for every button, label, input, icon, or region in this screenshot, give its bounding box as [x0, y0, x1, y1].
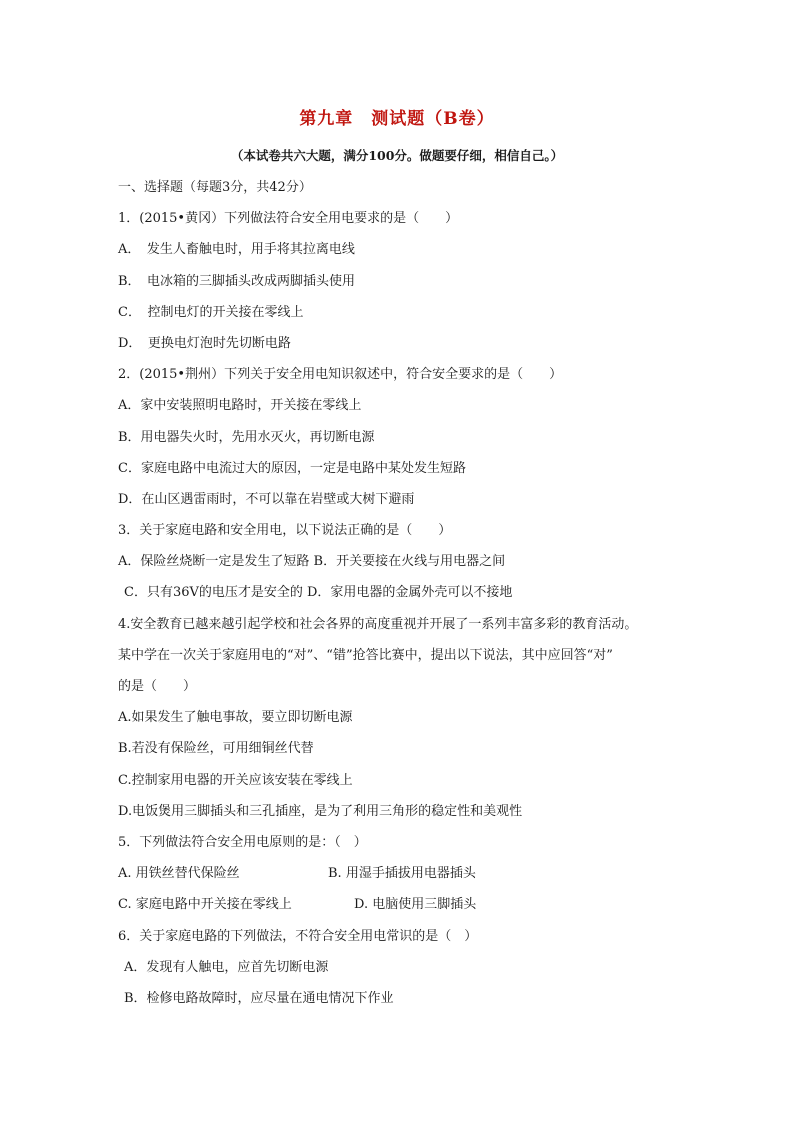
question-5-option-b: B. 用湿手插拔用电器插头 — [328, 866, 476, 882]
question-5-option-c: C. 家庭电路中开关接在零线上 — [118, 897, 292, 913]
question-2-option-c: C．家庭电路中电流过大的原因，一定是电路中某处发生短路 — [118, 460, 466, 476]
question-2-option-d: D．在山区遇雷雨时，不可以靠在岩壁或大树下避雨 — [118, 491, 415, 507]
question-2-option-a: A．家中安装照明电路时，开关接在零线上 — [118, 398, 362, 414]
question-3-stem: 3．关于家庭电路和安全用电，以下说法正确的是（ ） — [118, 523, 452, 539]
question-4-stem-line-3: 的是（ ） — [118, 679, 197, 694]
question-4-option-b: B.若没有保险丝，可用细铜丝代替 — [118, 741, 314, 757]
document-title: 第九章 测试题（B卷） — [299, 109, 495, 129]
document-subtitle: （本试卷共六大题，满分100分。做题要仔细，相信自己。） — [230, 148, 564, 163]
question-5-stem: 5．下列做法符合安全用电原则的是：（ ） — [118, 834, 367, 850]
question-4-stem-line-1: 4.安全教育已越来越引起学校和社会各界的高度重视并开展了一系列丰富多彩的教育活动。 — [118, 616, 638, 632]
question-6-stem: 6．关于家庭电路的下列做法，不符合安全用电常识的是（ ） — [118, 928, 478, 944]
question-body — [118, 172, 688, 1014]
question-5-option-d: D. 电脑使用三脚插头 — [354, 897, 477, 913]
question-4-option-a: A.如果发生了触电事故，要立即切断电源 — [118, 710, 353, 726]
question-3-options-ab: A．保险丝烧断一定是发生了短路 B．开关要接在火线与用电器之间 — [118, 554, 506, 570]
question-4-stem-line-2: 某中学在一次关于家庭用电的“对”、“错”抢答比赛中，提出以下说法，其中应回答“对” — [118, 647, 613, 663]
question-4-option-c: C.控制家用电器的开关应该安装在零线上 — [118, 772, 353, 788]
question-1-option-c: C． 控制电灯的开关接在零线上 — [118, 304, 304, 320]
question-6-option-b: B．检修电路故障时，应尽量在通电情况下作业 — [124, 990, 394, 1006]
question-4-option-d: D.电饭煲用三脚插头和三孔插座，是为了利用三角形的稳定性和美观性 — [118, 803, 523, 819]
question-5-options-ab — [118, 858, 688, 889]
question-1-option-a: A． 发生人畜触电时，用手将其拉离电线 — [118, 242, 355, 258]
question-1-stem: 1．(2015•黄冈）下列做法符合安全用电要求的是（ ） — [118, 211, 459, 227]
question-2-stem: 2．(2015•荆州）下列关于安全用电知识叙述中，符合安全要求的是（ ） — [118, 367, 563, 383]
section-heading: 一、选择题（每题3分，共42分） — [118, 180, 312, 195]
question-2-option-b: B．用电器失火时，先用水灭火，再切断电源 — [118, 429, 375, 445]
question-1-option-d: D． 更换电灯泡时先切断电路 — [118, 335, 291, 351]
question-5-option-a: A. 用铁丝替代保险丝 — [118, 866, 240, 882]
question-6-option-a: A．发现有人触电，应首先切断电源 — [124, 959, 329, 975]
question-5-options-cd — [118, 889, 688, 920]
question-1-option-b: B． 电冰箱的三脚插头改成两脚插头使用 — [118, 273, 356, 289]
question-3-options-cd: C．只有36V的电压才是安全的 D．家用电器的金属外壳可以不接地 — [124, 585, 513, 601]
